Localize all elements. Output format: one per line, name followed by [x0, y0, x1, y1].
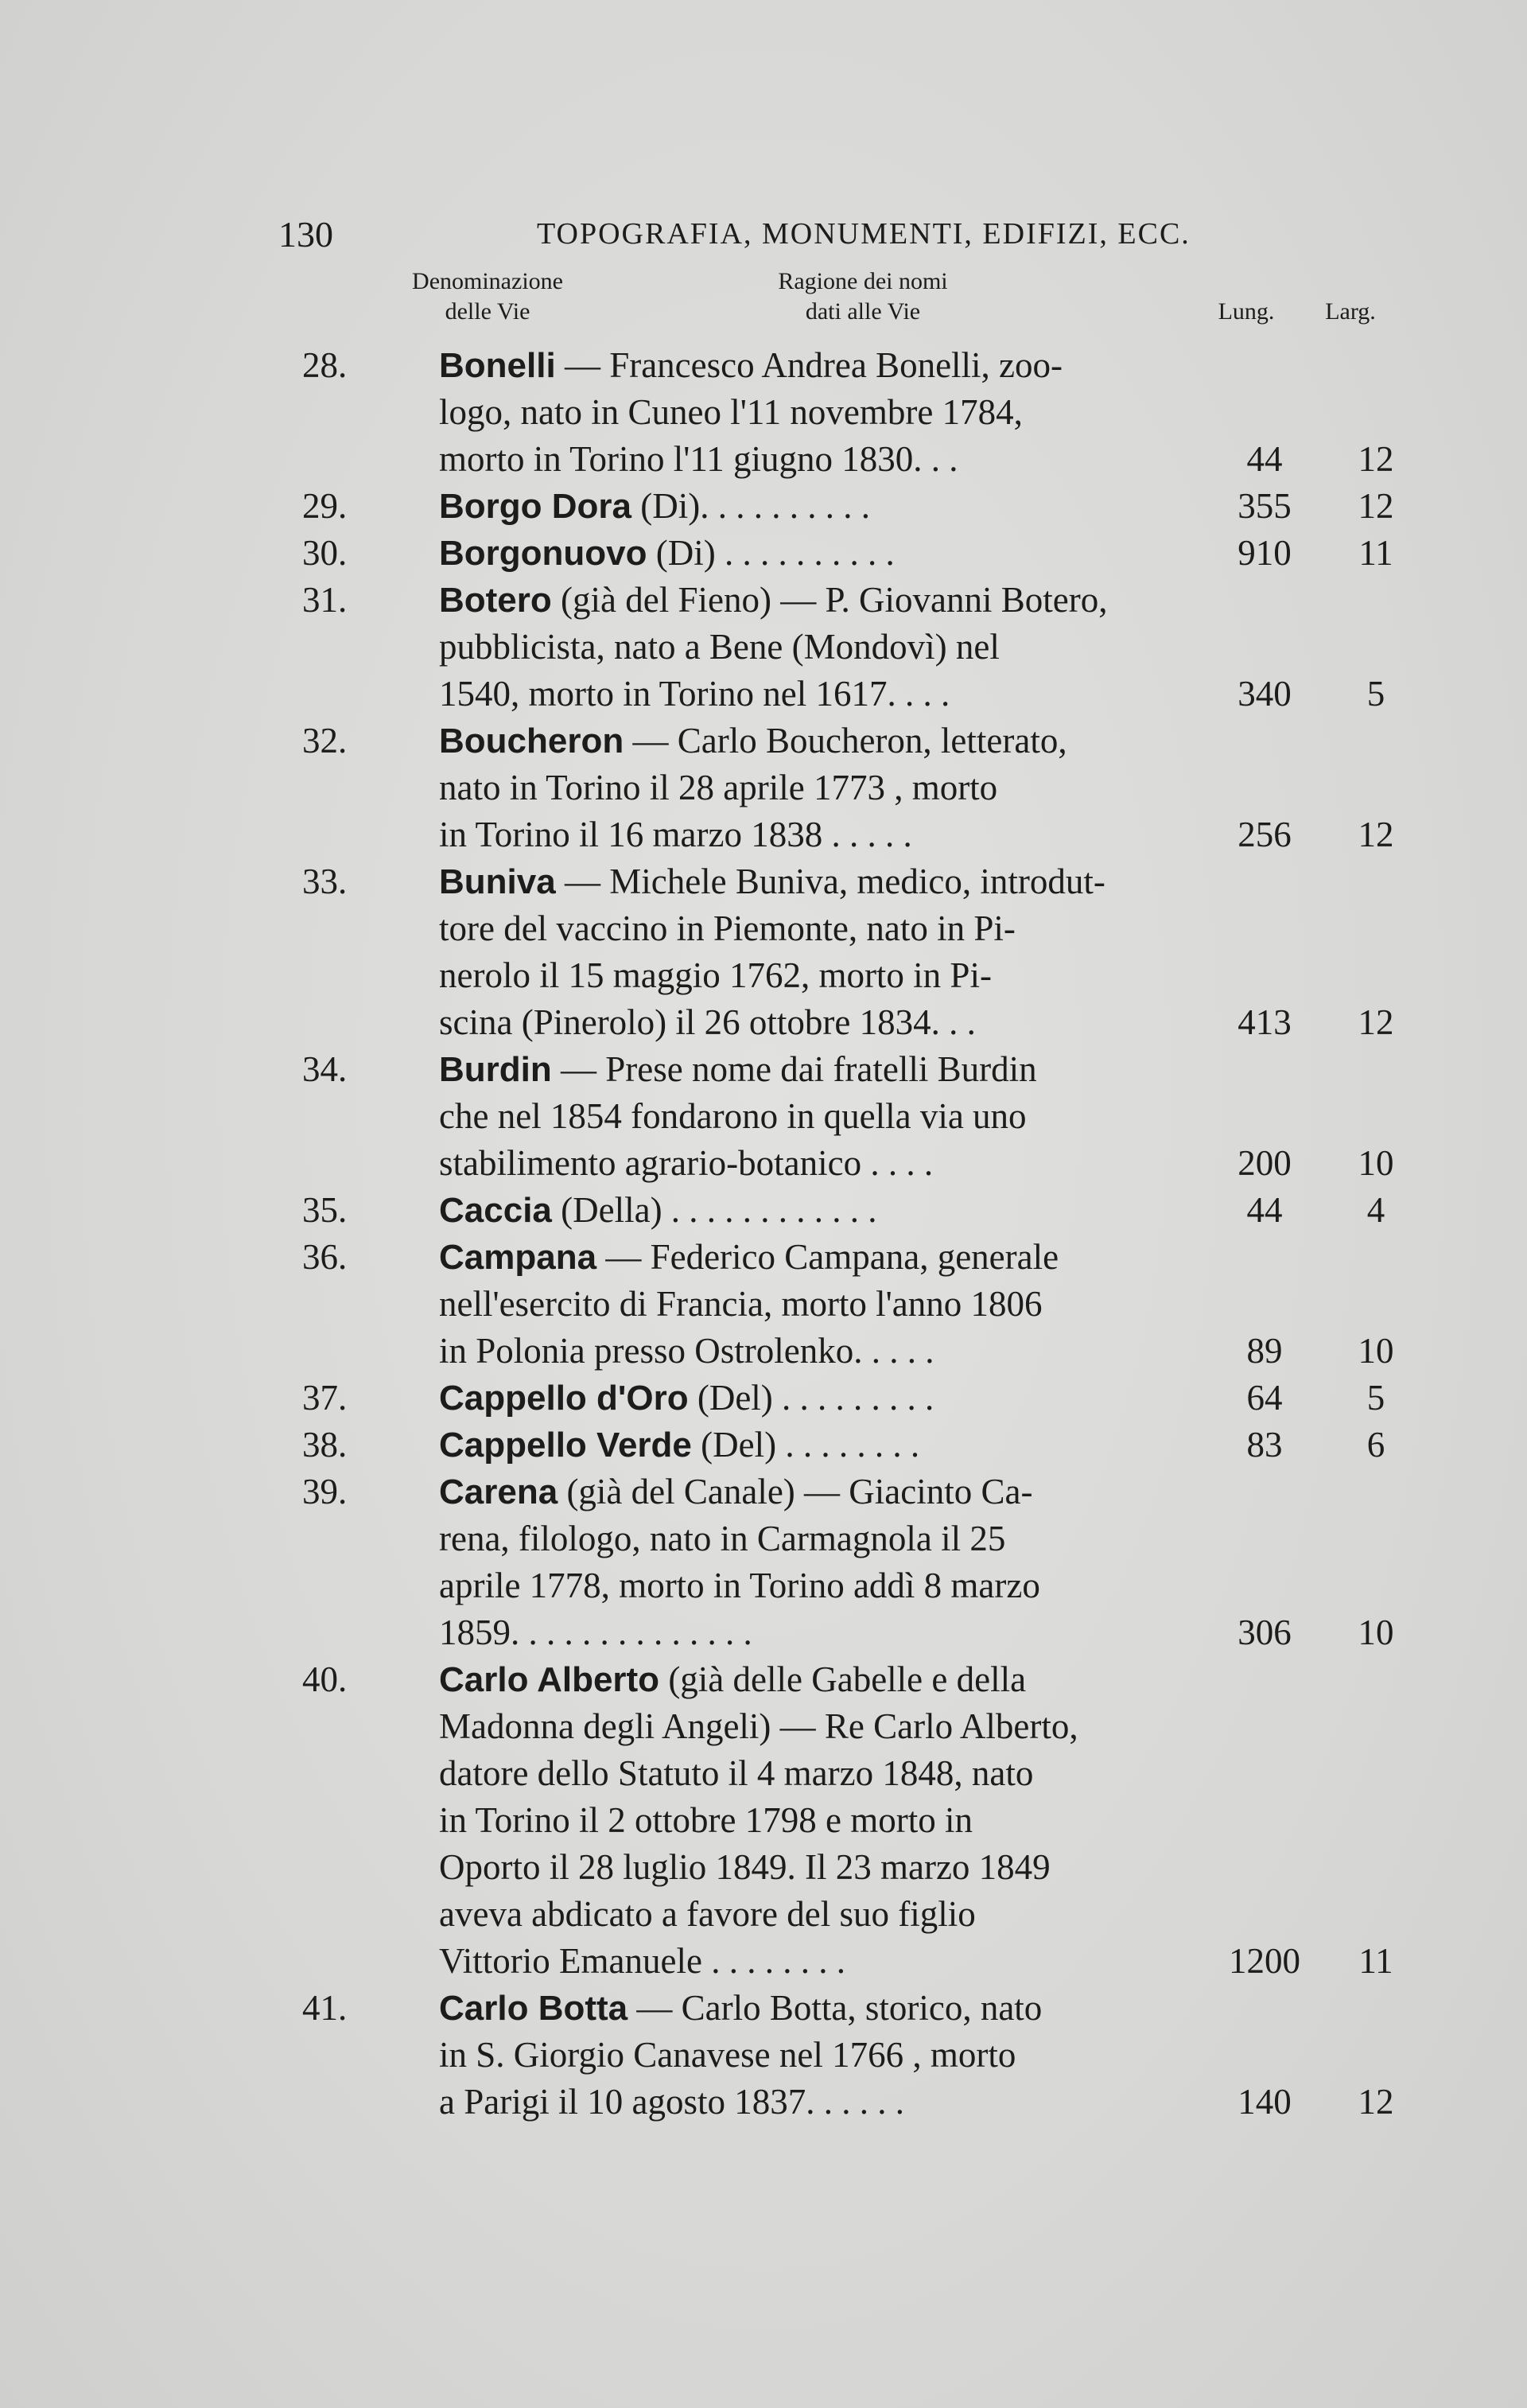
entry-description: Madonna degli Angeli) — Re Carlo Alberto,	[439, 1706, 1078, 1746]
width-value: 6	[1366, 1425, 1385, 1465]
entry-description: in S. Giorgio Canavese nel 1766 , morto	[439, 2035, 1016, 2075]
entry-description: aprile 1778, morto in Torino addì 8 marzo	[439, 1566, 1040, 1605]
entry-description: in Torino il 2 ottobre 1798 e morto in	[439, 1800, 973, 1840]
street-name: Cappello d'Oro	[439, 1379, 689, 1418]
page-number: 130	[278, 214, 333, 255]
entry-number: 33.	[302, 862, 348, 901]
column-header-ragione-line2: dati alle Vie	[805, 298, 921, 325]
length-value: 256	[1238, 815, 1292, 854]
street-entry	[302, 1469, 1416, 1656]
entry-line	[302, 1187, 1416, 1234]
street-entry	[302, 858, 1416, 1046]
width-value: 12	[1358, 439, 1394, 479]
entry-line	[302, 1046, 1416, 1093]
entry-line	[302, 1375, 1416, 1422]
length-value: 64	[1246, 1378, 1283, 1418]
entry-line	[302, 1656, 1416, 1703]
width-value: 11	[1358, 1941, 1393, 1981]
entry-description: nell'esercito di Francia, morto l'anno 1806	[439, 1284, 1043, 1324]
entry-description: datore dello Statuto il 4 marzo 1848, nato	[439, 1753, 1034, 1793]
entry-line	[302, 1797, 1416, 1844]
entry-description: 1859. . . . . . . . . . . . . .	[439, 1612, 752, 1652]
street-entry	[302, 1375, 1416, 1422]
entry-line	[302, 436, 1416, 483]
entry-number: 31.	[302, 580, 348, 620]
street-name: Borgonuovo	[439, 534, 647, 573]
entry-line	[302, 671, 1416, 718]
running-title: TOPOGRAFIA, MONUMENTI, EDIFIZI, ECC.	[537, 217, 1191, 251]
entry-line	[302, 1140, 1416, 1187]
entry-line	[302, 1562, 1416, 1609]
entry-description: tore del vaccino in Piemonte, nato in Pi-	[439, 908, 1016, 948]
entry-description: — Michele Buniva, medico, introdut-	[555, 862, 1105, 901]
entry-description: (Del) . . . . . . . .	[691, 1425, 920, 1465]
entry-text	[439, 577, 1473, 624]
street-entry	[302, 1985, 1416, 2126]
street-entry	[302, 1046, 1416, 1187]
entry-line	[302, 1938, 1416, 1985]
length-value: 413	[1238, 1002, 1292, 1042]
entry-line	[302, 1985, 1416, 2032]
street-entry	[302, 483, 1416, 530]
street-entry	[302, 342, 1416, 483]
street-name: Carlo Alberto	[439, 1660, 660, 1699]
entry-text	[439, 1656, 1473, 1703]
entry-line	[302, 2079, 1416, 2126]
entry-line	[302, 764, 1416, 811]
length-value: 340	[1238, 674, 1292, 714]
street-name: Carlo Botta	[439, 1989, 628, 2028]
entry-line	[302, 858, 1416, 905]
entry-number: 36.	[302, 1237, 348, 1277]
entry-description: Oporto il 28 luglio 1849. Il 23 marzo 1849	[439, 1847, 1051, 1887]
entry-line	[302, 1328, 1416, 1375]
column-header-lung: Lung.	[1218, 298, 1275, 325]
entry-text	[439, 1234, 1473, 1281]
entry-number: 39.	[302, 1472, 348, 1511]
street-name: Bonelli	[439, 346, 556, 385]
entry-description: (Della) . . . . . . . . . . . .	[551, 1190, 877, 1230]
width-value: 12	[1358, 486, 1394, 526]
entry-number: 28.	[302, 345, 348, 385]
entry-description: Vittorio Emanuele . . . . . . . .	[439, 1941, 845, 1981]
street-entries-list	[302, 342, 1416, 2126]
entry-description: (già del Fieno) — P. Giovanni Botero,	[551, 580, 1108, 620]
entry-line	[302, 952, 1416, 999]
entry-description: (già del Canale) — Giacinto Ca-	[558, 1472, 1033, 1511]
entry-description: nerolo il 15 maggio 1762, morto in Pi-	[439, 955, 992, 995]
street-name: Burdin	[439, 1050, 552, 1089]
entry-number: 41.	[302, 1988, 348, 2028]
entry-text	[439, 342, 1473, 389]
entry-line	[302, 1422, 1416, 1469]
entry-description: — Carlo Boucheron, letterato,	[624, 721, 1067, 761]
entry-line	[302, 1891, 1416, 1938]
width-value: 12	[1358, 1002, 1394, 1042]
column-header-ragione-line1: Ragione dei nomi	[778, 268, 948, 294]
entry-line	[302, 1703, 1416, 1750]
entry-description: rena, filologo, nato in Carmagnola il 25	[439, 1519, 1006, 1558]
entry-description: in Polonia presso Ostrolenko. . . . .	[439, 1331, 934, 1371]
width-value: 10	[1358, 1612, 1394, 1652]
length-value: 306	[1238, 1612, 1292, 1652]
street-entry	[302, 1187, 1416, 1234]
length-value: 44	[1246, 1190, 1283, 1230]
entry-text	[439, 1469, 1473, 1515]
entry-description: (Di) . . . . . . . . . .	[647, 533, 895, 573]
entry-number: 29.	[302, 486, 348, 526]
width-value: 5	[1366, 674, 1385, 714]
entry-description: nato in Torino il 28 aprile 1773 , morto	[439, 768, 998, 807]
entry-description: stabilimento agrario-botanico . . . .	[439, 1143, 934, 1183]
entry-description: — Carlo Botta, storico, nato	[628, 1988, 1043, 2028]
width-value: 4	[1366, 1190, 1385, 1230]
entry-line	[302, 1750, 1416, 1797]
entry-description: (già delle Gabelle e della	[659, 1659, 1027, 1699]
entry-line	[302, 1844, 1416, 1891]
entry-description: morto in Torino l'11 giugno 1830. . .	[439, 439, 958, 479]
length-value: 1200	[1229, 1941, 1300, 1981]
width-value: 10	[1358, 1331, 1394, 1371]
entry-description: (Del) . . . . . . . . .	[688, 1378, 934, 1418]
entry-number: 37.	[302, 1378, 348, 1418]
entry-number: 30.	[302, 533, 348, 573]
entry-description: logo, nato in Cuneo l'11 novembre 1784,	[439, 392, 1023, 432]
street-entry	[302, 530, 1416, 577]
street-entry	[302, 1234, 1416, 1375]
street-entry	[302, 1422, 1416, 1469]
entry-description: aveva abdicato a favore del suo figlio	[439, 1894, 976, 1934]
entry-text	[439, 858, 1473, 905]
entry-number: 38.	[302, 1425, 348, 1465]
entry-line	[302, 999, 1416, 1046]
entry-line	[302, 1281, 1416, 1328]
entry-line	[302, 1469, 1416, 1515]
entry-number: 40.	[302, 1659, 348, 1699]
entry-description: (Di). . . . . . . . . .	[631, 486, 870, 526]
length-value: 200	[1238, 1143, 1292, 1183]
entry-line	[302, 483, 1416, 530]
street-name: Boucheron	[439, 722, 624, 761]
width-value: 10	[1358, 1143, 1394, 1183]
entry-description: — Francesco Andrea Bonelli, zoo-	[555, 345, 1063, 385]
entry-line	[302, 2032, 1416, 2079]
column-header-denominazione-line1: Denominazione	[412, 268, 563, 294]
column-header-denominazione	[380, 266, 595, 327]
width-value: 12	[1358, 2082, 1394, 2122]
street-name: Carena	[439, 1472, 558, 1511]
entry-description: scina (Pinerolo) il 26 ottobre 1834. . .	[439, 1002, 976, 1042]
entry-line	[302, 530, 1416, 577]
entry-text	[439, 1985, 1473, 2032]
column-header-larg: Larg.	[1325, 298, 1376, 325]
length-value: 89	[1246, 1331, 1283, 1371]
entry-line	[302, 1234, 1416, 1281]
page-header	[278, 213, 1416, 261]
width-value: 5	[1366, 1378, 1385, 1418]
entry-text	[439, 718, 1473, 764]
street-name: Botero	[439, 581, 552, 620]
entry-number: 34.	[302, 1049, 348, 1089]
width-value: 11	[1358, 533, 1393, 573]
width-value: 12	[1358, 815, 1394, 854]
column-header-ragione	[732, 266, 994, 327]
entry-line	[302, 389, 1416, 436]
length-value: 910	[1238, 533, 1292, 573]
street-name: Buniva	[439, 862, 556, 901]
entry-line	[302, 905, 1416, 952]
entry-line	[302, 577, 1416, 624]
entry-line	[302, 342, 1416, 389]
entry-number: 32.	[302, 721, 348, 761]
street-name: Borgo Dora	[439, 487, 631, 526]
length-value: 355	[1238, 486, 1292, 526]
entry-description: pubblicista, nato a Bene (Mondovì) nel	[439, 627, 1000, 667]
entry-description: che nel 1854 fondarono in quella via uno	[439, 1096, 1027, 1136]
length-value: 83	[1246, 1425, 1283, 1465]
street-entry	[302, 1656, 1416, 1985]
entry-description: a Parigi il 10 agosto 1837. . . . . .	[439, 2082, 904, 2122]
entry-number: 35.	[302, 1190, 348, 1230]
length-value: 44	[1246, 439, 1283, 479]
street-name: Campana	[439, 1238, 597, 1277]
entry-description: — Prese nome dai fratelli Burdin	[551, 1049, 1037, 1089]
entry-line	[302, 1093, 1416, 1140]
street-entry	[302, 577, 1416, 718]
entry-line	[302, 811, 1416, 858]
entry-line	[302, 624, 1416, 671]
entry-description: in Torino il 16 marzo 1838 . . . . .	[439, 815, 912, 854]
entry-text	[439, 1046, 1473, 1093]
entry-line	[302, 1609, 1416, 1656]
entry-line	[302, 718, 1416, 764]
street-name: Caccia	[439, 1191, 552, 1230]
column-header-denominazione-line2: delle Vie	[445, 298, 530, 325]
entry-description: 1540, morto in Torino nel 1617. . . .	[439, 674, 950, 714]
street-name: Cappello Verde	[439, 1426, 692, 1465]
street-entry	[302, 718, 1416, 858]
entry-description: — Federico Campana, generale	[596, 1237, 1059, 1277]
entry-line	[302, 1515, 1416, 1562]
length-value: 140	[1238, 2082, 1292, 2122]
